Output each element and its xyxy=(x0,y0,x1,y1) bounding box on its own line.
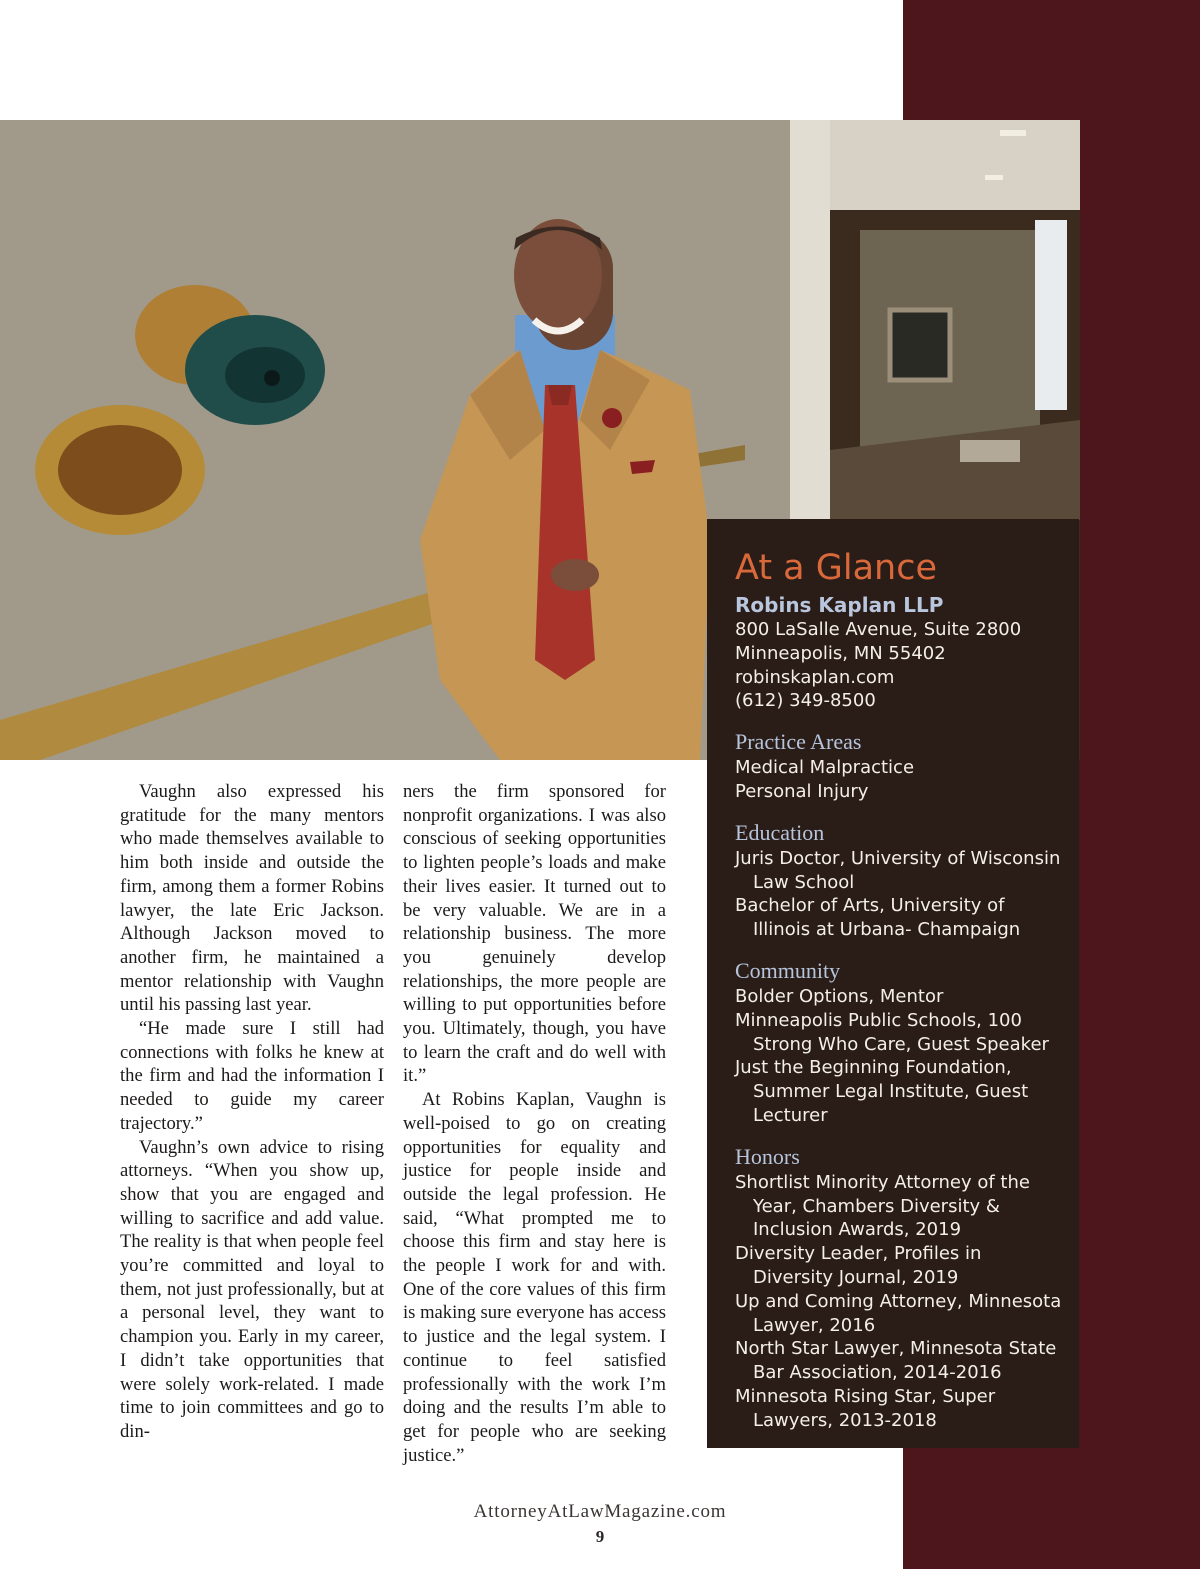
honor-item: Up and Coming Attorney, Minnesota Lawyer, 2016 xyxy=(735,1290,1062,1336)
practice-area-item: Medical Malpractice xyxy=(735,757,915,779)
firm-address-line-2: Minneapolis, MN 55402 xyxy=(735,642,946,664)
article-column-1 xyxy=(120,780,384,1444)
education-item: Juris Doctor, University of Wisconsin Law School xyxy=(735,847,1061,893)
firm-name: Robins Kaplan LLP xyxy=(735,593,944,617)
education-heading: Education xyxy=(735,819,825,845)
honor-item: North Star Lawyer, Minnesota State Bar Association, 2014-2016 xyxy=(735,1338,1057,1384)
firm-address-line-1: 800 LaSalle Avenue, Suite 2800 xyxy=(735,619,1022,640)
education-item: Bachelor of Arts, University of Illinois at Urbana- Champaign xyxy=(735,895,1021,941)
community-item: Bolder Options, Mentor xyxy=(735,985,944,1007)
article-column-2 xyxy=(403,780,666,1467)
community-item: Just the Beginning Foundation, Summer Legal Institute, Guest Lecturer xyxy=(735,1057,1029,1126)
article-paragraph: Vaughn also expressed his gratitude for the many mentors who made themselves available to him both inside and outside the firm, among them a former Robins lawyer, the late Eric Jackson. Although Jackson moved to another firm, he maintained a mentor relationship with Vaughn until his passing last year. xyxy=(120,781,384,1016)
practice-area-item: Personal Injury xyxy=(735,780,869,802)
glance-title: At a Glance xyxy=(735,548,938,588)
at-a-glance-sidebar xyxy=(707,519,1079,1448)
article-paragraph: Vaughn’s own advice to rising attorneys. “When you show up, show that you are engaged and willing to sacrifice and add value. The reality is that when people feel you’re committed and loyal to them, not just professionally, but at a personal level, they want to champion you. Early in my career, I didn’t take opportunities that were solely work-related. I made time to join committees and go to din- xyxy=(120,1136,384,1442)
article-paragraph: At Robins Kaplan, Vaughn is well-poised to go on creating opportunities for equality and justice for people inside and outside the legal profession. He said, “What prompted me to choose this firm and stay here is the people I work for and with. One of the core values of this firm is making sure everyone has access to justice and the legal system. I continue to feel satisfied professionally with the work I’m doing and the results I’m able to get for people who are seeking justice.” xyxy=(403,1089,666,1466)
article-paragraph: “He made sure I still had connections with folks he knew at the firm and had the information I needed to guide my career trajectory.” xyxy=(120,1018,384,1134)
page-number: 9 xyxy=(595,1527,605,1546)
honors-heading: Honors xyxy=(735,1143,800,1169)
honor-item: Diversity Leader, Profiles in Diversity Journal, 2019 xyxy=(735,1243,982,1288)
practice-areas-heading: Practice Areas xyxy=(735,729,862,755)
footer-website: AttorneyAtLawMagazine.com xyxy=(473,1501,727,1522)
honor-item: Minnesota Rising Star, Super Lawyers, 2013-2018 xyxy=(735,1385,996,1431)
firm-website: robinskaplan.com xyxy=(735,666,895,688)
honor-item: Shortlist Minority Attorney of the Year, Chambers Diversity & Inclusion Awards, 2019 xyxy=(735,1171,1030,1241)
article-paragraph: ners the firm sponsored for nonprofit organizations. I was also conscious of seeking opportunities to lighten people’s loads and make their lives easier. It turned out to be very valuable. We are in a relationship business. The more you genuinely develop relationships, the more people are willing to put opportunities before you. Ultimately, though, you have to learn the craft and do well with it.” xyxy=(403,781,666,1087)
community-item: Minneapolis Public Schools, 100 Strong Who Care, Guest Speaker xyxy=(735,1009,1049,1055)
firm-phone: (612) 349-8500 xyxy=(735,690,876,712)
community-heading: Community xyxy=(735,957,841,983)
